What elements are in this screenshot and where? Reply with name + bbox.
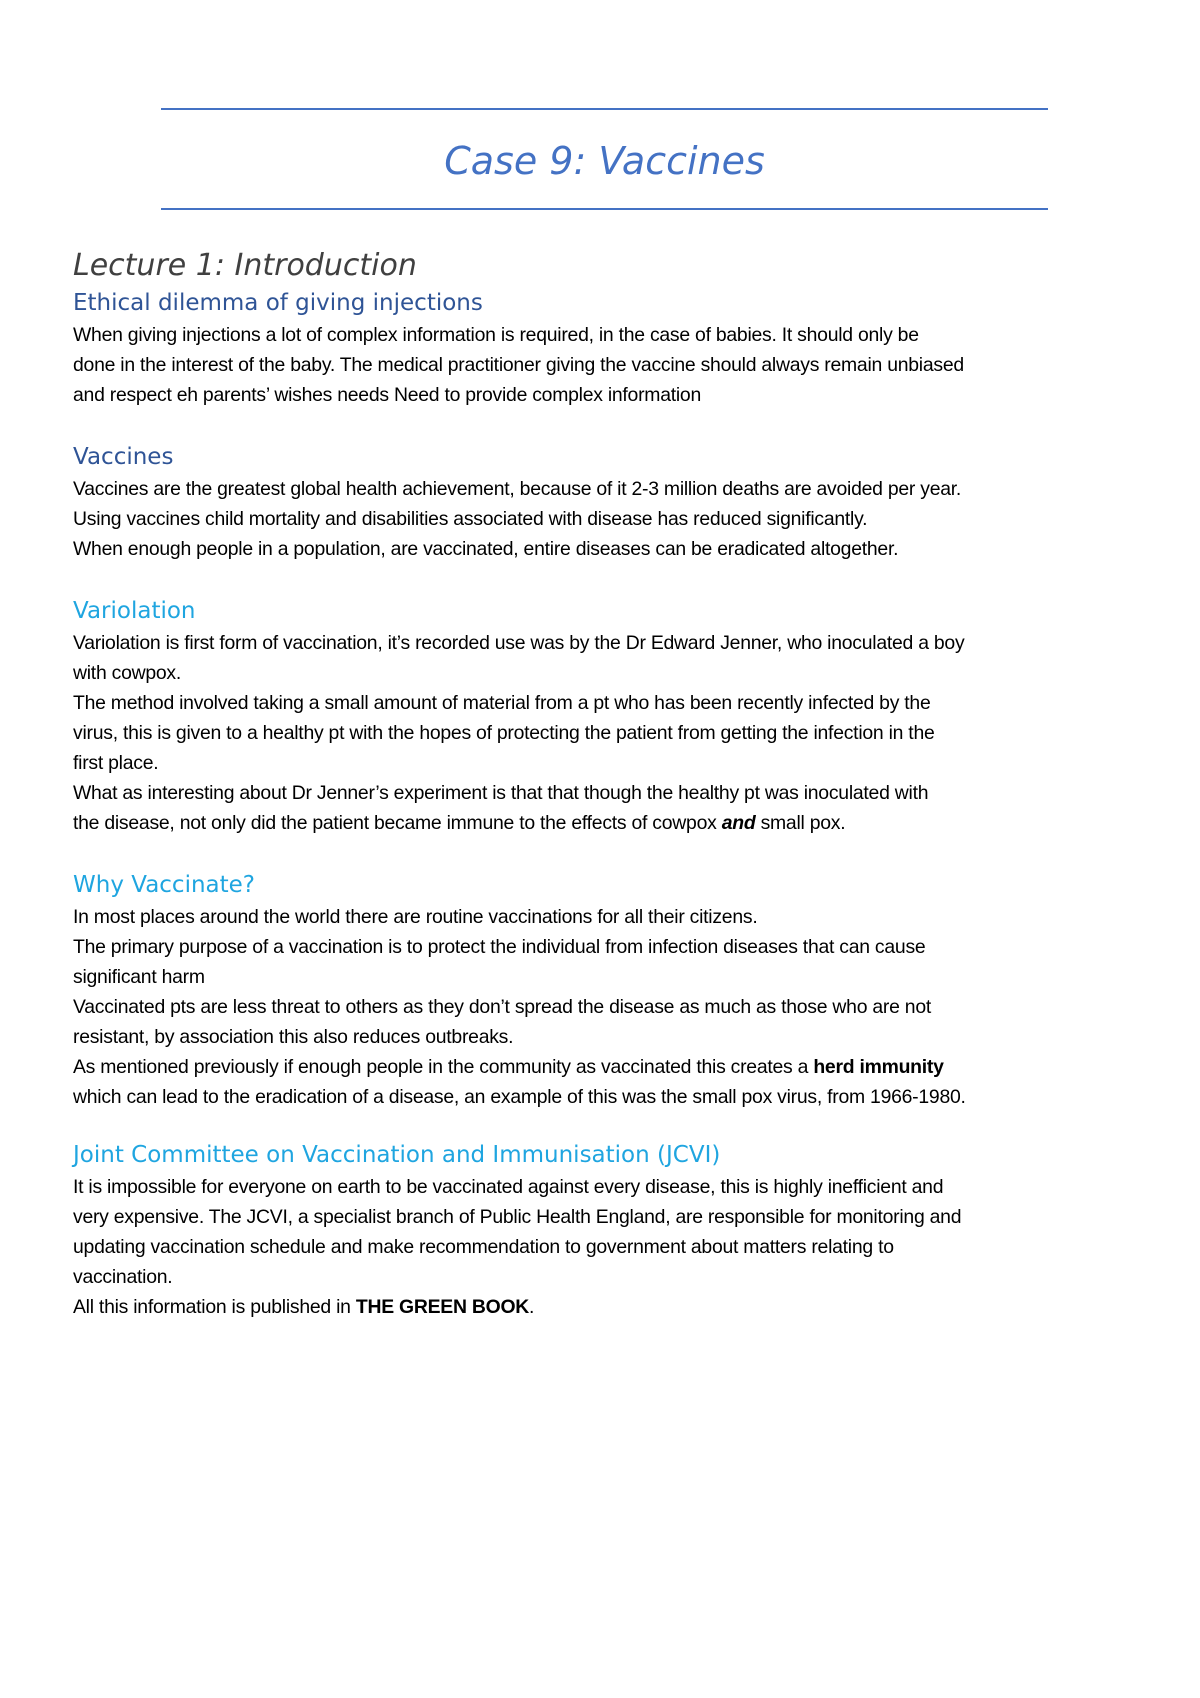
text-run: the disease, not only did the patient became immune to the effects of cowpox <box>73 812 722 834</box>
section-jcvi <box>73 1138 1143 1322</box>
spacer <box>73 410 1143 440</box>
document-body <box>73 246 1143 1322</box>
title-top-rule <box>161 108 1048 110</box>
paragraph-line: Vaccinated pts are less threat to others as they don’t spread the disease as much as those who are not <box>73 996 932 1018</box>
bold-text: THE GREEN BOOK <box>355 1296 530 1318</box>
spacer <box>73 1112 1143 1138</box>
text-run: small pox. <box>755 812 846 834</box>
paragraph-line: with cowpox. <box>73 662 182 684</box>
emphasis-text: and <box>721 812 756 834</box>
text-run: All this information is published in <box>73 1296 356 1318</box>
paragraph-line <box>73 1292 1143 1322</box>
section-ethical-dilemma <box>73 286 1143 410</box>
paragraph-line: The method involved taking a small amount of material from a pt who has been recently infected by the <box>73 692 931 714</box>
paragraph-line: virus, this is given to a healthy pt with the hopes of protecting the patient from getting the infection in the <box>73 722 935 744</box>
lecture-heading: Lecture 1: Introduction <box>73 248 417 283</box>
paragraph-line: updating vaccination schedule and make recommendation to government about matters relating to <box>73 1236 894 1258</box>
paragraph-line: In most places around the world there are routine vaccinations for all their citizens. <box>73 906 758 928</box>
paragraph-line: Vaccines are the greatest global health achievement, because of it 2-3 million deaths are avoided per year. <box>73 478 962 500</box>
paragraph-line: and respect eh parents’ wishes needs Need to provide complex information <box>73 384 701 406</box>
paragraph-line: What as interesting about Dr Jenner’s experiment is that that though the healthy pt was inoculated with <box>73 782 929 804</box>
text-run: . <box>529 1296 535 1318</box>
section-heading-why-vaccinate: Why Vaccinate? <box>73 872 256 898</box>
section-vaccines <box>73 440 1143 564</box>
paragraph-line <box>73 1052 1143 1082</box>
paragraph-line: vaccination. <box>73 1266 173 1288</box>
paragraph-line: When giving injections a lot of complex information is required, in the case of babies. It should only be <box>73 324 919 346</box>
paragraph-line: done in the interest of the baby. The medical practitioner giving the vaccine should always remain unbiased <box>73 354 964 376</box>
section-heading-variolation: Variolation <box>73 598 196 624</box>
spacer <box>73 564 1143 594</box>
paragraph-line <box>73 808 1143 838</box>
title-bottom-rule <box>161 208 1048 210</box>
paragraph-line: very expensive. The JCVI, a specialist branch of Public Health England, are responsible for monitoring and <box>73 1206 962 1228</box>
paragraph-line: resistant, by association this also reduces outbreaks. <box>73 1026 514 1048</box>
paragraph-line: Using vaccines child mortality and disabilities associated with disease has reduced significantly. <box>73 508 868 530</box>
spacer <box>73 838 1143 868</box>
paragraph-line: Variolation is first form of vaccination, it’s recorded use was by the Dr Edward Jenner, who inoculated a boy <box>73 632 965 654</box>
paragraph-line: first place. <box>73 752 159 774</box>
text-run: As mentioned previously if enough people in the community as vaccinated this creates a <box>73 1056 814 1078</box>
section-variolation <box>73 594 1143 838</box>
section-heading-jcvi: Joint Committee on Vaccination and Immunisation (JCVI) <box>73 1142 721 1168</box>
document-title: Case 9: Vaccines <box>444 139 765 183</box>
paragraph-line: It is impossible for everyone on earth to be vaccinated against every disease, this is highly inefficient and <box>73 1176 944 1198</box>
section-heading-vaccines: Vaccines <box>73 444 174 470</box>
paragraph-line: significant harm <box>73 966 205 988</box>
section-heading-ethical: Ethical dilemma of giving injections <box>73 290 483 316</box>
bold-text: herd immunity <box>813 1056 944 1078</box>
paragraph-line: which can lead to the eradication of a disease, an example of this was the small pox virus, from 1966-1980. <box>73 1086 966 1108</box>
paragraph-line: When enough people in a population, are vaccinated, entire diseases can be eradicated altogether. <box>73 538 899 560</box>
paragraph-line: The primary purpose of a vaccination is to protect the individual from infection diseases that can cause <box>73 936 926 958</box>
section-why-vaccinate <box>73 868 1143 1112</box>
